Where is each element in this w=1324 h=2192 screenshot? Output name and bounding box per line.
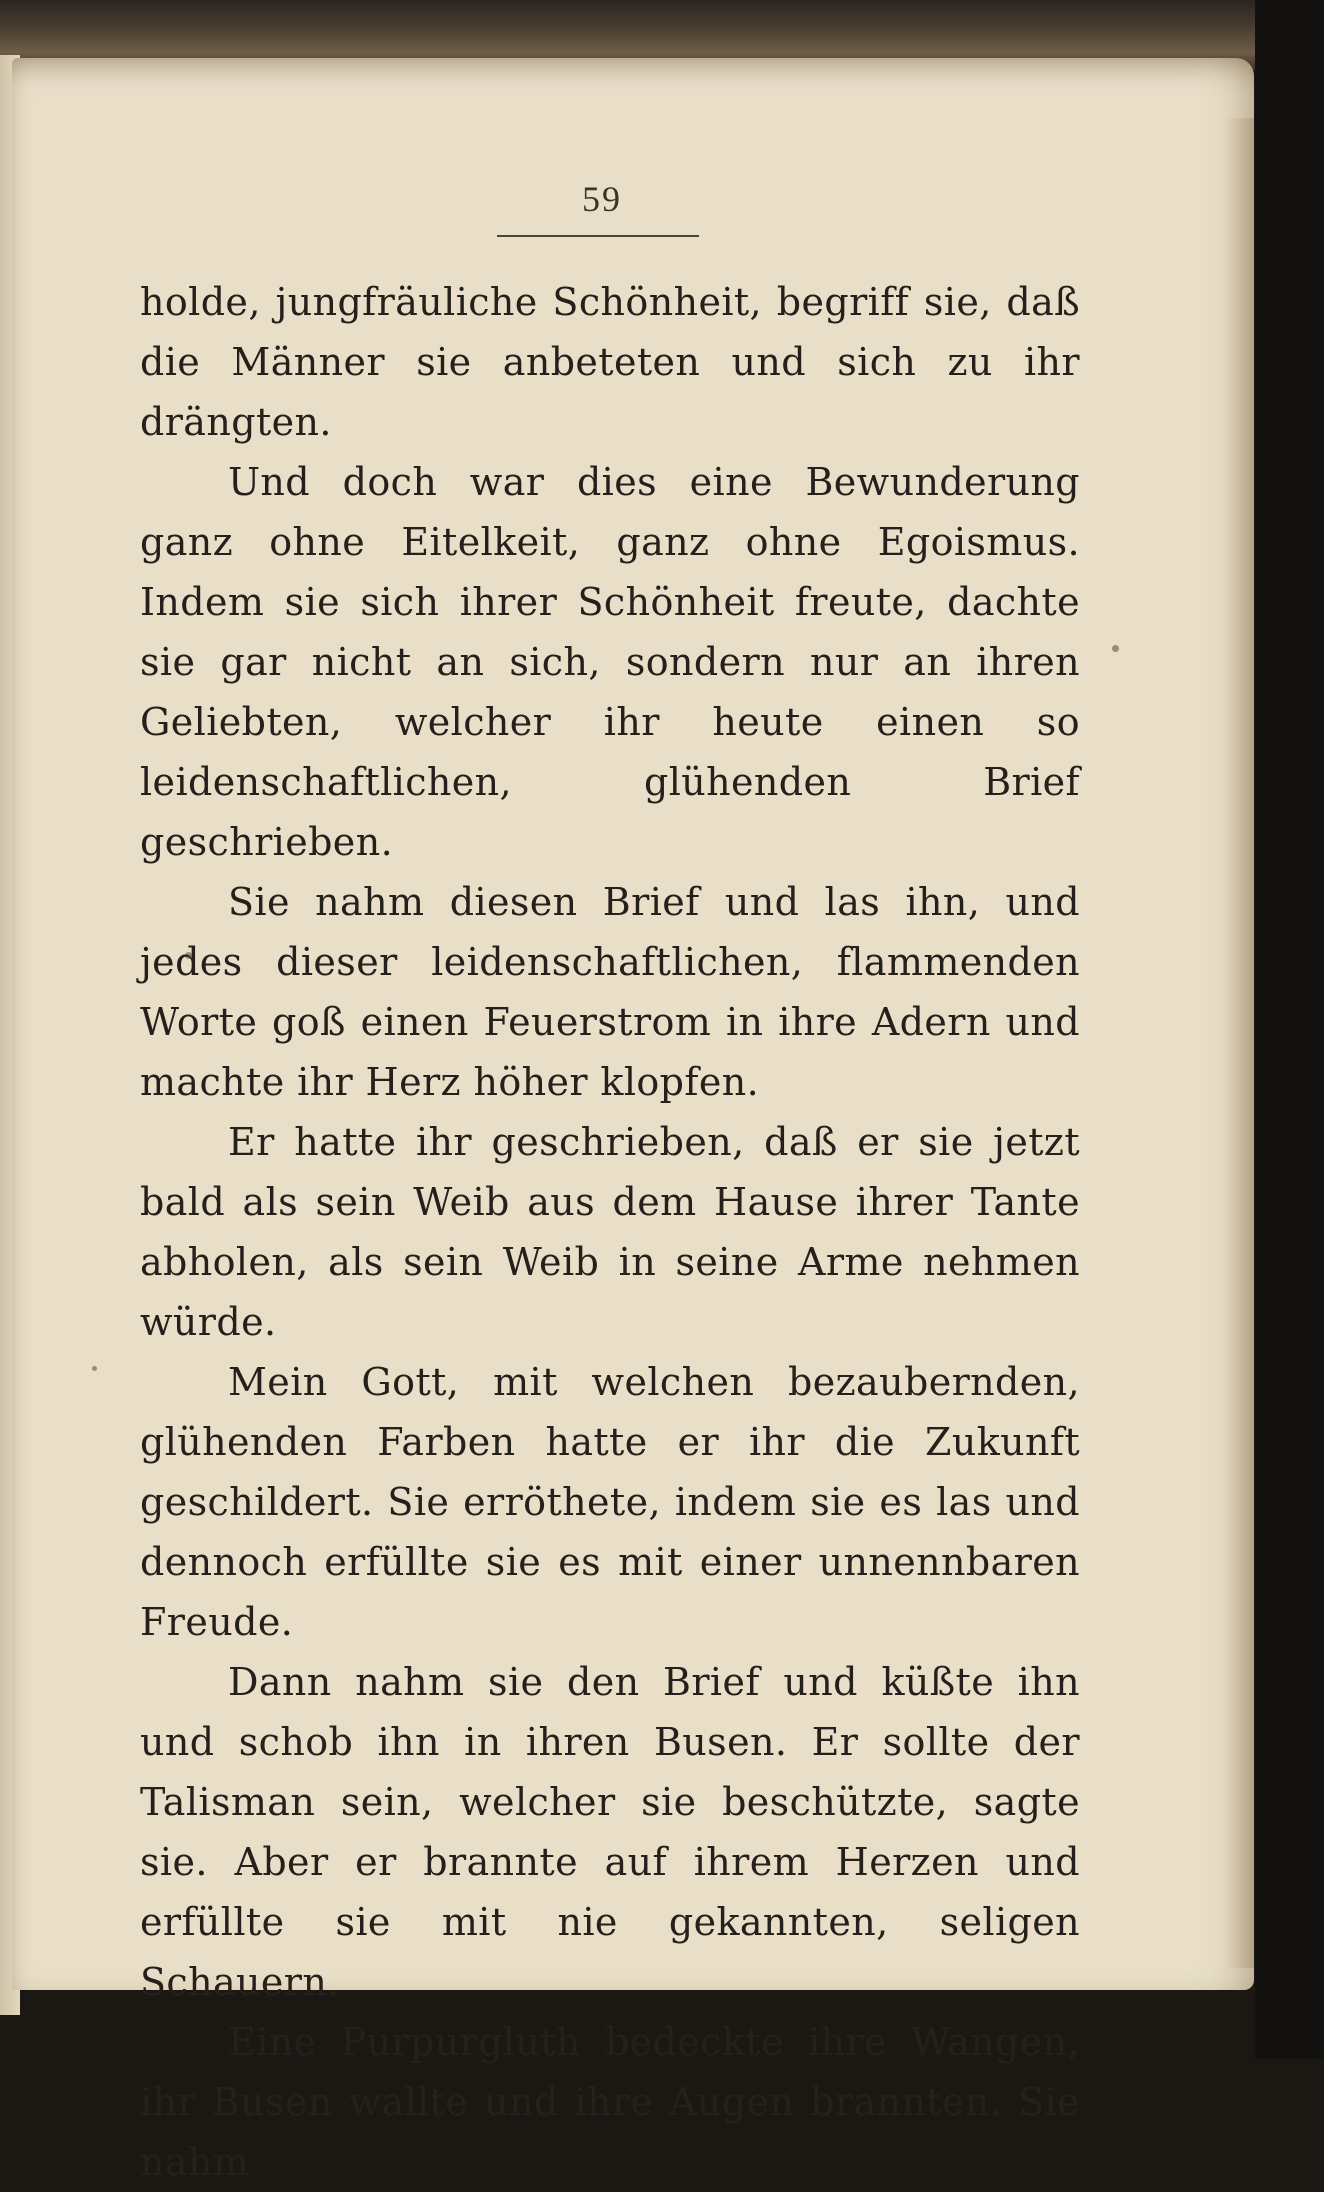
paragraph: Sie nahm diesen Brief und las ihn, und jedes dieser leidenschaftlichen, flammenden Worte goß einen Feuerstrom in ihre Adern und machte ihr Herz höher klopfen. [140,880,1080,1104]
paragraph: Er hatte ihr geschrieben, daß er sie jetzt bald als sein Weib aus dem Hause ihrer Tante abholen, als sein Weib in seine Arme nehmen würde. [140,1120,1080,1344]
paragraph: holde, jungfräuliche Schönheit, begriff sie, daß die Männer sie anbeteten und sich zu ihr drängten. [140,280,1080,444]
paper-speck [1112,645,1119,652]
page-fold-shadow [1224,118,1254,1968]
paragraph: Mein Gott, mit welchen bezaubernden, glühenden Farben hatte er ihr die Zukunft geschildert. Sie erröthete, indem sie es las und dennoch erfüllte sie es mit einer unnennbaren Freude. [140,1360,1080,1644]
page-number: 59 [582,179,622,219]
paper-speck [92,1366,97,1371]
paragraph: Dann nahm sie den Brief und küßte ihn und schob ihn in ihren Busen. Er sollte der Talisman sein, welcher sie beschützte, sagte sie. Aber er brannte auf ihrem Herzen und erfüllte sie mit nie gekannten, seligen Schauern. [140,1660,1080,2004]
background-right [1255,0,1324,2059]
paragraph: Eine Purpurgluth bedeckte ihre Wangen, ihr Busen wallte und ihre Augen brannten. Sie nahm [140,2020,1080,2184]
header-rule [497,235,699,237]
paragraph: Und doch war dies eine Bewunderung ganz ohne Eitelkeit, ganz ohne Egoismus. Indem sie sich ihrer Schönheit freute, dachte sie gar nicht an sich, sondern nur an ihren Geliebten, welcher ihr heute einen so leidenschaftlichen, glühenden Brief geschrieben. [140,460,1080,864]
body-text [140,272,1080,2192]
